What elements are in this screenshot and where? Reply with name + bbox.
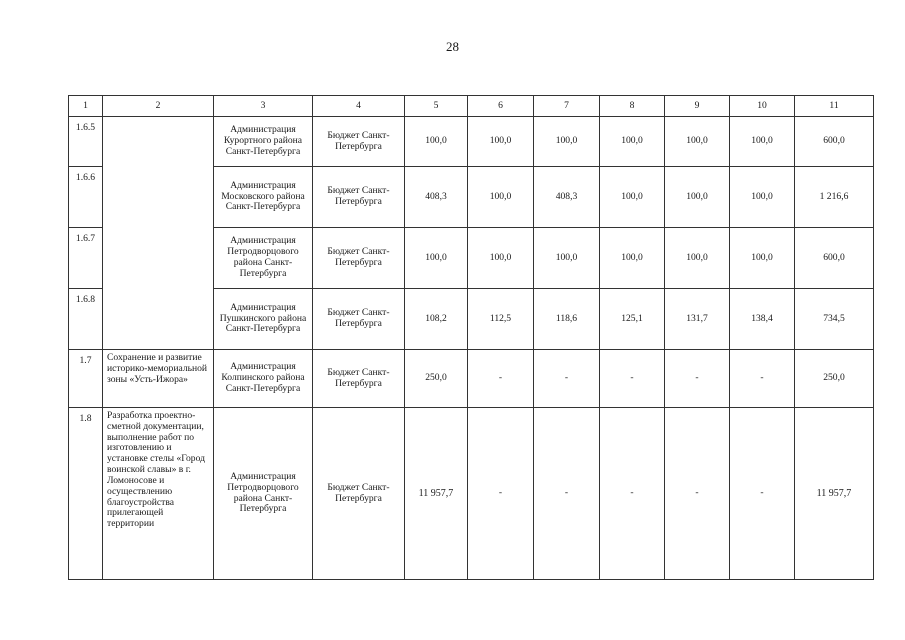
row-value: 100,0 — [468, 167, 534, 228]
row-number: 1.6.6 — [69, 167, 103, 228]
table-row — [69, 408, 874, 580]
row-executor: Администрация Петродворцового района Санкт-Петербурга — [214, 408, 313, 580]
header-row — [69, 96, 874, 117]
column-header: 6 — [468, 96, 534, 117]
column-header: 1 — [69, 96, 103, 117]
row-value: - — [665, 350, 730, 408]
row-total: 734,5 — [795, 289, 874, 350]
column-header: 2 — [103, 96, 214, 117]
column-header: 8 — [600, 96, 665, 117]
column-header: 7 — [534, 96, 600, 117]
row-source: Бюджет Санкт-Петербурга — [313, 350, 405, 408]
row-value: 125,1 — [600, 289, 665, 350]
row-value: 100,0 — [730, 228, 795, 289]
row-executor: Администрация Московского района Санкт-Петербурга — [214, 167, 313, 228]
page-number: 28 — [446, 39, 459, 54]
row-value: 100,0 — [405, 117, 468, 167]
row-value: - — [468, 408, 534, 580]
row-total: 1 216,6 — [795, 167, 874, 228]
row-value: 100,0 — [665, 117, 730, 167]
row-name: Сохранение и развитие историко-мемориальной зоны «Усть-Ижора» — [103, 350, 214, 408]
program-table — [68, 95, 874, 580]
row-value: - — [665, 408, 730, 580]
row-source: Бюджет Санкт-Петербурга — [313, 228, 405, 289]
row-total: 11 957,7 — [795, 408, 874, 580]
row-value: - — [730, 408, 795, 580]
table-row — [69, 350, 874, 408]
row-executor: Администрация Колпинского района Санкт-Петербурга — [214, 350, 313, 408]
row-source: Бюджет Санкт-Петербурга — [313, 289, 405, 350]
row-value: 100,0 — [600, 167, 665, 228]
column-header: 10 — [730, 96, 795, 117]
column-header: 4 — [313, 96, 405, 117]
row-value: 408,3 — [534, 167, 600, 228]
column-header: 9 — [665, 96, 730, 117]
row-value: 100,0 — [468, 117, 534, 167]
column-header: 11 — [795, 96, 874, 117]
row-value: 100,0 — [405, 228, 468, 289]
row-value: 100,0 — [730, 167, 795, 228]
row-number: 1.7 — [69, 350, 103, 408]
row-name-empty — [103, 117, 214, 350]
row-executor: Администрация Курортного района Санкт-Петербурга — [214, 117, 313, 167]
row-value: 112,5 — [468, 289, 534, 350]
row-value: - — [600, 350, 665, 408]
row-executor: Администрация Пушкинского района Санкт-Петербурга — [214, 289, 313, 350]
row-value: 100,0 — [534, 228, 600, 289]
row-number: 1.6.5 — [69, 117, 103, 167]
row-value: - — [534, 350, 600, 408]
row-value: 100,0 — [600, 117, 665, 167]
row-executor: Администрация Петродворцового района Санкт-Петербурга — [214, 228, 313, 289]
row-number: 1.8 — [69, 408, 103, 580]
row-total: 600,0 — [795, 117, 874, 167]
row-total: 600,0 — [795, 228, 874, 289]
row-value: 138,4 — [730, 289, 795, 350]
row-value: 108,2 — [405, 289, 468, 350]
row-value: 408,3 — [405, 167, 468, 228]
row-value: 131,7 — [665, 289, 730, 350]
row-value: 100,0 — [665, 167, 730, 228]
column-header: 3 — [214, 96, 313, 117]
row-value: 250,0 — [405, 350, 468, 408]
row-number: 1.6.8 — [69, 289, 103, 350]
row-source: Бюджет Санкт-Петербурга — [313, 117, 405, 167]
row-value: - — [600, 408, 665, 580]
row-total: 250,0 — [795, 350, 874, 408]
row-value: 118,6 — [534, 289, 600, 350]
row-value: 100,0 — [468, 228, 534, 289]
row-value: 100,0 — [665, 228, 730, 289]
row-source: Бюджет Санкт-Петербурга — [313, 167, 405, 228]
row-value: 100,0 — [600, 228, 665, 289]
column-header: 5 — [405, 96, 468, 117]
row-value: - — [468, 350, 534, 408]
table-row — [69, 117, 874, 167]
row-value: - — [730, 350, 795, 408]
row-number: 1.6.7 — [69, 228, 103, 289]
row-value: - — [534, 408, 600, 580]
row-value: 11 957,7 — [405, 408, 468, 580]
row-name: Разработка проектно-сметной документации, выполнение работ по изготовлению и установке стелы «Город воинской славы» в г. Ломоносове и осуществлению благоустройства прилегающей территории — [103, 408, 214, 580]
row-value: 100,0 — [534, 117, 600, 167]
row-source: Бюджет Санкт-Петербурга — [313, 408, 405, 580]
row-value: 100,0 — [730, 117, 795, 167]
